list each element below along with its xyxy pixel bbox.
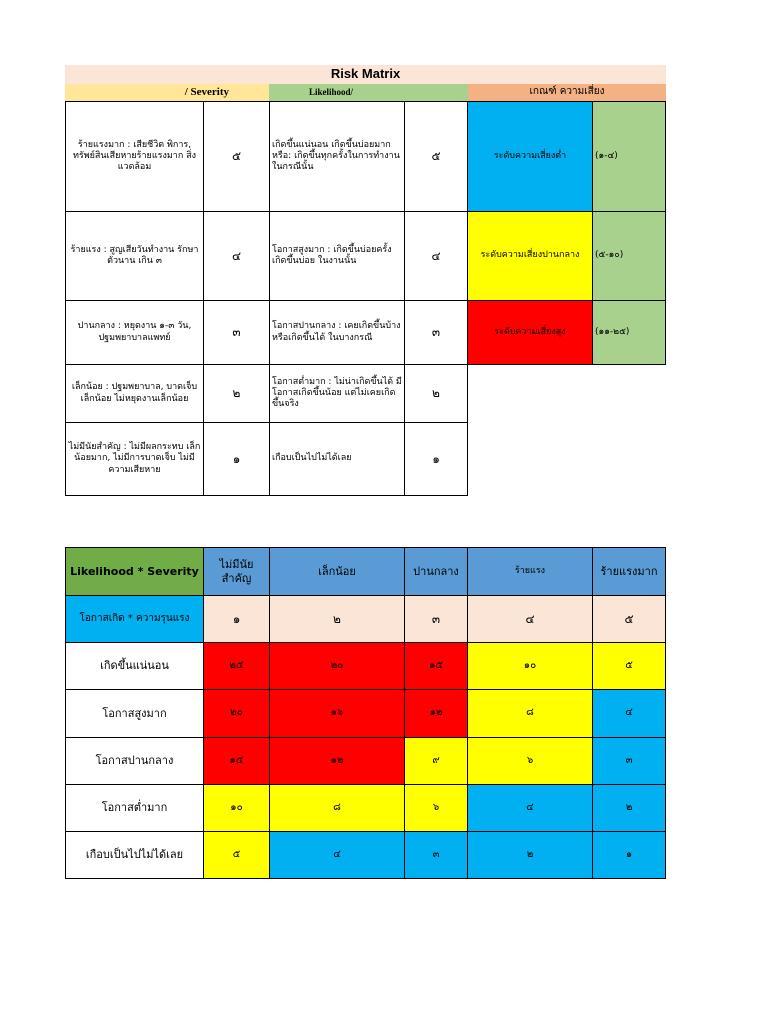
likelihood-header: Likelihood/	[269, 84, 468, 101]
matrix-cell-5-4: ๒	[467, 831, 593, 879]
likelihood-desc-2: โอกาสต่ำมาก : ไม่น่าเกิดขึ้นได้ มีโอกาสเกิดขึ้นน้อย แต่ไม่เคยเกิดขึ้นจริง	[269, 364, 405, 423]
severity-desc-5: ร้ายแรงมาก : เสียชีวิต พิการ, ทรัพย์สินเสียหายร้ายแรงมาก สิ่งแวดล้อม	[65, 101, 204, 212]
risk-range-high: (๑๑-๒๕)	[592, 300, 666, 365]
matrix-col-header-5: ร้ายแรงมาก	[592, 547, 666, 596]
matrix-cell-2-2: ๑๖	[269, 689, 405, 738]
risk-matrix-title: Risk Matrix	[65, 65, 666, 84]
matrix-col-header-4: ร้ายแรง	[467, 547, 593, 596]
matrix-cell-3-1: ๑๕	[203, 737, 270, 785]
matrix-score-3: ๓	[404, 595, 468, 643]
matrix-score-2: ๒	[269, 595, 405, 643]
matrix-row-label-2: โอกาสสูงมาก	[65, 689, 204, 738]
risk-level-low: ระดับความเสี่ยงต่ำ	[467, 101, 593, 212]
likelihood-desc-3: โอกาสปานกลาง : เคยเกิดขึ้นบ้าง หรือเกิดขึ้นได้ ในบางกรณี	[269, 300, 405, 365]
matrix-cell-5-5: ๑	[592, 831, 666, 879]
matrix-cell-2-5: ๔	[592, 689, 666, 738]
matrix-cell-5-2: ๔	[269, 831, 405, 879]
matrix-cell-2-3: ๑๒	[404, 689, 468, 738]
matrix-score-4: ๔	[467, 595, 593, 643]
severity-desc-2: เล็กน้อย : ปฐมพยาบาล, บาดเจ็บเล็กน้อย ไม่หยุดงานเล็กน้อย	[65, 364, 204, 423]
matrix-cell-2-4: ๘	[467, 689, 593, 738]
likelihood-desc-1: เกือบเป็นไปไม่ได้เลย	[269, 422, 405, 496]
severity-score-4: ๔	[203, 211, 270, 301]
matrix-cell-1-1: ๒๕	[203, 642, 270, 690]
matrix-cell-2-1: ๒๐	[203, 689, 270, 738]
matrix-cell-1-3: ๑๕	[404, 642, 468, 690]
matrix-row-label-4: โอกาสต่ำมาก	[65, 784, 204, 832]
risk-range-low: (๑-๔)	[592, 101, 666, 212]
risk-level-high: ระดับความเสี่ยงสูง	[467, 300, 593, 365]
likelihood-desc-5: เกิดขึ้นแน่นอน เกิดขึ้นบ่อยมาก หรือ: เกิดขึ้นทุกครั้งในการทำงาน ในกรณีนั้น	[269, 101, 405, 212]
matrix-cell-3-4: ๖	[467, 737, 593, 785]
matrix-col-header-1: ไม่มีนัยสำคัญ	[203, 547, 270, 596]
matrix-cell-4-1: ๑๐	[203, 784, 270, 832]
matrix-cell-3-5: ๓	[592, 737, 666, 785]
likelihood-score-5: ๕	[404, 101, 468, 212]
risk-level-header: เกณฑ์ ความเสี่ยง	[468, 84, 666, 101]
matrix-cell-3-2: ๑๒	[269, 737, 405, 785]
likelihood-score-1: ๑	[404, 422, 468, 496]
risk-level-medium: ระดับความเสี่ยงปานกลาง	[467, 211, 593, 301]
matrix-row-label-3: โอกาสปานกลาง	[65, 737, 204, 785]
severity-score-1: ๑	[203, 422, 270, 496]
matrix-cell-4-5: ๒	[592, 784, 666, 832]
matrix-cell-1-2: ๒๐	[269, 642, 405, 690]
severity-score-5: ๕	[203, 101, 270, 212]
matrix-col-header-2: เล็กน้อย	[269, 547, 405, 596]
likelihood-desc-4: โอกาสสูงมาก : เกิดขึ้นบ่อยครั้ง เกิดขึ้นบ่อย ในงานนั้น	[269, 211, 405, 301]
matrix-cell-5-3: ๓	[404, 831, 468, 879]
matrix-row-label-1: เกิดขึ้นแน่นอน	[65, 642, 204, 690]
matrix-cell-4-4: ๔	[467, 784, 593, 832]
matrix-score-1: ๑	[203, 595, 270, 643]
severity-desc-4: ร้ายแรง : สูญเสียวันทำงาน รักษาตัวนาน เกิน ๓	[65, 211, 204, 301]
likelihood-score-3: ๓	[404, 300, 468, 365]
likelihood-score-2: ๒	[404, 364, 468, 423]
matrix-cell-3-3: ๙	[404, 737, 468, 785]
matrix-cell-5-1: ๕	[203, 831, 270, 879]
matrix-score-5: ๕	[592, 595, 666, 643]
risk-range-medium: (๕-๑๐)	[592, 211, 666, 301]
severity-desc-3: ปานกลาง : หยุดงาน ๑-๓ วัน, ปฐมพยาบาลแพทย์	[65, 300, 204, 365]
matrix-score-row-label: โอกาสเกิด * ความรุนแรง	[65, 595, 204, 643]
matrix-corner-label: Likelihood * Severity	[65, 547, 204, 596]
matrix-cell-1-4: ๑๐	[467, 642, 593, 690]
severity-score-3: ๓	[203, 300, 270, 365]
severity-desc-1: ไม่มีนัยสำคัญ : ไม่มีผลกระทบ เล็กน้อยมาก, ไม่มีการบาดเจ็บ ไม่มีความเสียหาย	[65, 422, 204, 496]
matrix-cell-4-2: ๘	[269, 784, 405, 832]
severity-score-2: ๒	[203, 364, 270, 423]
matrix-cell-4-3: ๖	[404, 784, 468, 832]
severity-header: / Severity	[65, 84, 269, 101]
matrix-col-header-3: ปานกลาง	[404, 547, 468, 596]
matrix-row-label-5: เกือบเป็นไปไม่ได้เลย	[65, 831, 204, 879]
matrix-cell-1-5: ๕	[592, 642, 666, 690]
likelihood-score-4: ๔	[404, 211, 468, 301]
